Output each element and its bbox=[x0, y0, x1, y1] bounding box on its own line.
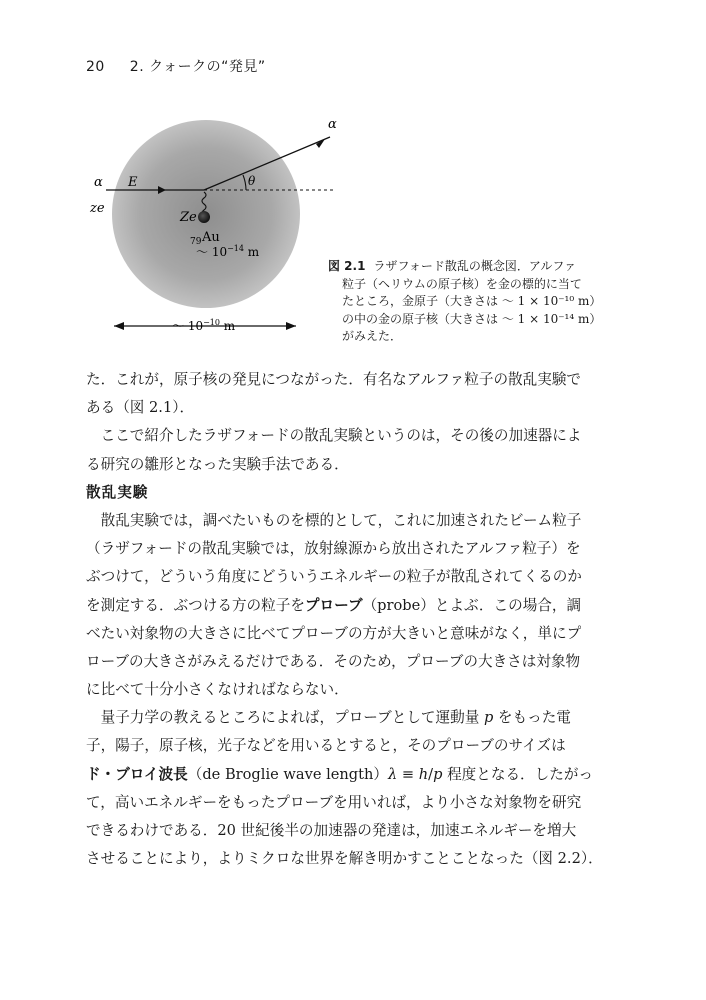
atom-size-arrowhead-right bbox=[286, 322, 296, 330]
text-line: る研究の雛形となった実験手法である． bbox=[86, 455, 349, 473]
gold-symbol-label: Au bbox=[202, 230, 220, 245]
caption-line: 図 2.1 ラザフォード散乱の概念図．アルファ bbox=[328, 259, 577, 273]
text-line: （ラザフォードの散乱実験では，放射線源から放出されたアルファ粒子）を bbox=[86, 540, 581, 558]
theta-label: θ bbox=[248, 174, 256, 188]
text-line: 子，陽子，原子核，光子などを用いるとすると，そのプローブのサイズは bbox=[86, 737, 566, 755]
page-number: 20 bbox=[86, 59, 105, 75]
text-line: ぶつけて，どういう角度にどういうエネルギーの粒子が散乱されてくるのか bbox=[86, 568, 582, 586]
caption-line: の中の金の原子核（大きさは ～ 1 × 10⁻¹⁴ m） bbox=[342, 311, 602, 326]
text-line: た．これが，原子核の発見につながった．有名なアルファ粒子の散乱実験で bbox=[86, 371, 582, 388]
text-line: できるわけである．20 世紀後半の加速器の発達は，加速エネルギーを増大 bbox=[86, 822, 577, 839]
page-header bbox=[86, 56, 266, 76]
caption-label: 図 2.1 bbox=[328, 259, 366, 273]
gold-nucleus bbox=[198, 211, 210, 223]
text-line: ド・ブロイ波長（de Broglie wave length）λ ≡ h/p 程度となる．したがっ bbox=[86, 765, 594, 783]
figure-caption bbox=[328, 258, 628, 346]
text-line: ここで紹介したラザフォードの散乱実験というのは，その後の加速器によ bbox=[86, 427, 582, 445]
chapter-title: 2. クォークの“発見” bbox=[129, 59, 266, 75]
text-line: 散乱実験では，調べたいものを標的として，これに加速されたビーム粒子 bbox=[86, 511, 582, 529]
text-line: を測定する．ぶつける方の粒子をプローブ（probe）とよぶ．この場合，調 bbox=[86, 596, 582, 614]
text-line: ある（図 2.1）． bbox=[86, 399, 195, 417]
caption-line: たところ，金原子（大きさは ～ 1 × 10⁻¹⁰ m） bbox=[342, 294, 602, 309]
text-line: に比べて十分小さくなければならない． bbox=[86, 681, 349, 699]
term-probe: プローブ bbox=[304, 596, 363, 614]
text-line: ローブの大きさがみえるだけである．そのため，プローブの大きさは対象物 bbox=[86, 652, 581, 670]
atom-size-arrowhead-left bbox=[114, 322, 124, 330]
text-line: させることにより，よりミクロな世界を解き明かすことことなった（図 2.2）． bbox=[86, 850, 603, 868]
text-line: て，高いエネルギーをもったプローブを用いれば，より小さな対象物を研究 bbox=[86, 793, 582, 811]
nucleus-charge-label: Ze bbox=[180, 210, 197, 225]
nucleus-size-label: ～ $10^{-14}$ m bbox=[196, 244, 260, 259]
energy-label: E bbox=[128, 175, 138, 190]
caption-line: 粒子（ヘリウムの原子核）を金の標的に当て bbox=[342, 276, 582, 291]
text-line: べたい対象物の大きさに比べてプローブの方が大きいと意味がなく，単にプ bbox=[86, 624, 582, 642]
atom-size-label: ～ $10^{-10}$ m bbox=[172, 318, 236, 333]
section-heading: 散乱実験 bbox=[86, 483, 149, 501]
alpha-in-label: α bbox=[94, 175, 103, 190]
alpha-out-label: α bbox=[328, 117, 337, 132]
ze-label: ze bbox=[90, 201, 105, 216]
term-de-broglie: ド・ブロイ波長 bbox=[86, 765, 188, 783]
main-text bbox=[86, 366, 626, 873]
caption-line: がみえた． bbox=[342, 329, 403, 344]
gold-subscript-label: 79 bbox=[190, 237, 202, 247]
momentum-symbol: p bbox=[483, 709, 494, 727]
text-line: 量子力学の教えるところによれば，プローブとして運動量 p をもった電 bbox=[86, 709, 571, 727]
